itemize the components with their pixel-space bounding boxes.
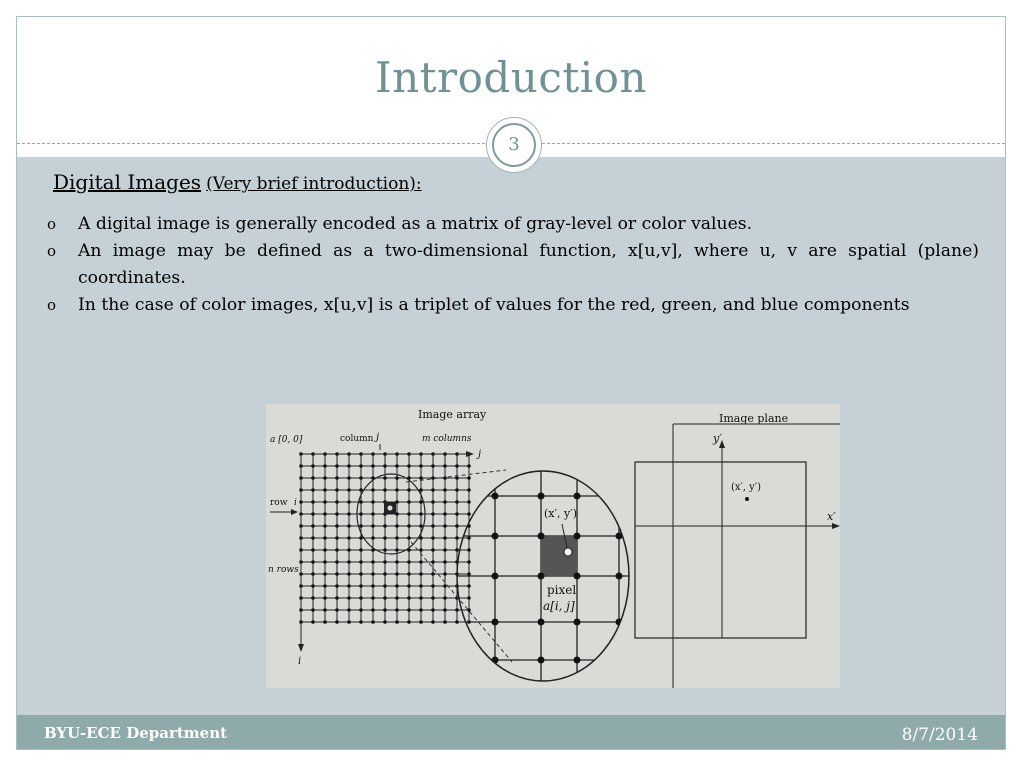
- grid-point: [455, 500, 459, 504]
- grid-point: [335, 572, 339, 576]
- grid-point: [335, 476, 339, 480]
- grid-point: [359, 476, 363, 480]
- grid-point: [371, 596, 375, 600]
- grid-point: [335, 560, 339, 564]
- grid-point: [431, 464, 435, 468]
- grid-point: [311, 512, 315, 516]
- grid-point: [323, 464, 327, 468]
- grid-point: [443, 512, 447, 516]
- grid-point: [359, 488, 363, 492]
- bullet-list: [47, 211, 979, 319]
- grid-point: [419, 584, 423, 588]
- grid-point: [395, 620, 399, 624]
- zoom-grid-point: [492, 533, 499, 540]
- grid-point: [347, 584, 351, 588]
- grid-point: [431, 476, 435, 480]
- grid-point: [467, 464, 471, 468]
- grid-point: [407, 536, 411, 540]
- m-columns-label: m columns: [422, 434, 472, 444]
- pixel-label: pixel: [547, 583, 577, 597]
- grid-point: [383, 464, 387, 468]
- grid-point: [371, 464, 375, 468]
- grid-point: [455, 524, 459, 528]
- grid-point: [407, 512, 411, 516]
- grid-point: [443, 584, 447, 588]
- grid-point: [323, 476, 327, 480]
- grid-point: [323, 512, 327, 516]
- zoom-grid-point: [574, 533, 581, 540]
- grid-point: [383, 572, 387, 576]
- grid-point: [443, 572, 447, 576]
- bullet-text: An image may be defined as a two-dimensional function, x[u,v], where u, v are spatial (plane) coordinates.: [78, 241, 979, 288]
- grid-point: [347, 536, 351, 540]
- bullet-text: A digital image is generally encoded as a matrix of gray-level or color values.: [78, 214, 753, 234]
- subheading: [53, 170, 422, 194]
- grid-point: [383, 548, 387, 552]
- grid-point: [419, 512, 423, 516]
- subheading-main: Digital Images: [53, 170, 202, 194]
- grid-point: [455, 548, 459, 552]
- zoom-grid-point: [492, 619, 499, 626]
- grid-point: [431, 548, 435, 552]
- grid-point: [335, 500, 339, 504]
- grid-point: [395, 476, 399, 480]
- grid-point: [407, 584, 411, 588]
- grid-point: [323, 500, 327, 504]
- grid-point: [311, 500, 315, 504]
- grid-point: [467, 560, 471, 564]
- pixel-index-label: a[i, j]: [543, 599, 575, 613]
- grid-highlight-point: [388, 506, 393, 511]
- grid-point: [311, 572, 315, 576]
- grid-point: [419, 500, 423, 504]
- image-array-figure: [266, 404, 840, 688]
- grid-point: [395, 584, 399, 588]
- pixel-grid-dots: [299, 452, 471, 624]
- grid-point: [323, 560, 327, 564]
- grid-point: [431, 536, 435, 540]
- grid-point: [311, 596, 315, 600]
- grid-point: [359, 464, 363, 468]
- grid-point: [359, 536, 363, 540]
- grid-point: [347, 572, 351, 576]
- n-rows-label: n rows: [268, 565, 299, 575]
- plane-point-label: (x′, y′): [731, 482, 761, 493]
- grid-point: [431, 584, 435, 588]
- grid-point: [431, 560, 435, 564]
- grid-point: [335, 464, 339, 468]
- grid-point: [371, 512, 375, 516]
- grid-point: [347, 488, 351, 492]
- grid-point: [311, 488, 315, 492]
- grid-point: [431, 524, 435, 528]
- grid-point: [407, 464, 411, 468]
- grid-point: [371, 572, 375, 576]
- grid-point: [443, 596, 447, 600]
- grid-point: [323, 536, 327, 540]
- grid-point: [395, 536, 399, 540]
- zoom-grid-point: [574, 573, 581, 580]
- grid-point: [419, 572, 423, 576]
- zoom-grid-point: [616, 573, 623, 580]
- grid-point: [395, 608, 399, 612]
- grid-point: [395, 548, 399, 552]
- grid-point: [323, 548, 327, 552]
- grid-point: [407, 524, 411, 528]
- grid-point: [383, 608, 387, 612]
- zoom-grid-point: [538, 573, 545, 580]
- grid-point: [383, 596, 387, 600]
- grid-point: [443, 536, 447, 540]
- footer-date: 8/7/2014: [901, 725, 978, 745]
- zoom-grid-point: [538, 619, 545, 626]
- grid-point: [347, 620, 351, 624]
- grid-point: [323, 584, 327, 588]
- grid-point: [335, 584, 339, 588]
- page-number: 3: [492, 123, 536, 167]
- grid-point: [407, 608, 411, 612]
- grid-point: [311, 464, 315, 468]
- grid-point: [455, 488, 459, 492]
- grid-point: [467, 548, 471, 552]
- grid-point: [323, 620, 327, 624]
- grid-point: [419, 524, 423, 528]
- grid-point: [371, 524, 375, 528]
- grid-point: [311, 620, 315, 624]
- bullet-marker-icon: o: [47, 296, 57, 314]
- grid-point: [383, 560, 387, 564]
- bullet-item: [47, 292, 979, 319]
- grid-point: [419, 488, 423, 492]
- grid-point: [311, 608, 315, 612]
- zoom-grid-point: [492, 573, 499, 580]
- grid-point: [383, 476, 387, 480]
- grid-point: [443, 476, 447, 480]
- footer-department: BYU-ECE Department: [44, 724, 228, 742]
- subheading-aside: (Very brief introduction):: [206, 174, 422, 194]
- grid-point: [359, 500, 363, 504]
- bullet-item: [47, 211, 979, 238]
- grid-point: [407, 500, 411, 504]
- column-label: column: [340, 434, 374, 444]
- grid-point: [467, 584, 471, 588]
- image-plane-label: Image plane: [719, 412, 789, 425]
- grid-point: [371, 488, 375, 492]
- grid-point: [335, 620, 339, 624]
- grid-point: [323, 608, 327, 612]
- zoom-grid-point: [538, 493, 545, 500]
- grid-point: [467, 572, 471, 576]
- grid-point: [443, 560, 447, 564]
- grid-point: [347, 464, 351, 468]
- grid-point: [407, 560, 411, 564]
- column-index-label: j: [376, 432, 380, 443]
- grid-point: [359, 548, 363, 552]
- row-index-label: i: [294, 498, 297, 508]
- zoom-grid-point: [574, 619, 581, 626]
- grid-point: [467, 476, 471, 480]
- image-array-diagram: [266, 404, 840, 688]
- grid-point: [383, 524, 387, 528]
- grid-point: [359, 608, 363, 612]
- grid-point: [419, 608, 423, 612]
- grid-point: [407, 620, 411, 624]
- grid-point: [407, 572, 411, 576]
- grid-point: [455, 608, 459, 612]
- grid-point: [371, 536, 375, 540]
- grid-point: [443, 524, 447, 528]
- i-axis-label: i: [298, 656, 302, 667]
- bullet-marker-icon: o: [47, 215, 57, 233]
- grid-point: [323, 524, 327, 528]
- grid-point: [455, 536, 459, 540]
- grid-point: [359, 524, 363, 528]
- grid-point: [443, 464, 447, 468]
- grid-point: [467, 488, 471, 492]
- grid-point: [347, 512, 351, 516]
- grid-point: [467, 536, 471, 540]
- grid-point: [311, 536, 315, 540]
- grid-point: [455, 476, 459, 480]
- image-array-label: Image array: [418, 408, 487, 421]
- grid-point: [347, 500, 351, 504]
- grid-point: [455, 620, 459, 624]
- slide-title: Introduction: [375, 53, 647, 102]
- grid-point: [335, 524, 339, 528]
- grid-point: [383, 584, 387, 588]
- grid-point: [347, 548, 351, 552]
- grid-point: [419, 596, 423, 600]
- grid-point: [431, 608, 435, 612]
- page-number-badge: [486, 117, 542, 173]
- j-axis-label: j: [478, 449, 482, 460]
- plane-point: [745, 497, 749, 501]
- grid-point: [431, 572, 435, 576]
- grid-point: [419, 536, 423, 540]
- y-axis-label: y′: [713, 432, 722, 445]
- grid-point: [395, 524, 399, 528]
- grid-point: [419, 548, 423, 552]
- grid-point: [443, 488, 447, 492]
- grid-point: [311, 560, 315, 564]
- zoom-grid-point: [538, 657, 545, 664]
- grid-point: [455, 512, 459, 516]
- grid-point: [359, 596, 363, 600]
- grid-point: [443, 608, 447, 612]
- grid-point: [359, 560, 363, 564]
- grid-point: [407, 488, 411, 492]
- grid-point: [323, 596, 327, 600]
- grid-point: [323, 488, 327, 492]
- grid-point: [431, 596, 435, 600]
- origin-label: a [0, 0]: [270, 435, 303, 445]
- grid-point: [455, 464, 459, 468]
- grid-point: [311, 476, 315, 480]
- grid-point: [383, 488, 387, 492]
- grid-point: [395, 560, 399, 564]
- grid-point: [347, 524, 351, 528]
- grid-point: [467, 596, 471, 600]
- bullet-marker-icon: o: [47, 242, 57, 260]
- grid-point: [431, 488, 435, 492]
- grid-point: [419, 464, 423, 468]
- x-axis-label: x′: [827, 510, 836, 523]
- zoom-pixel: [541, 536, 577, 576]
- grid-point: [383, 536, 387, 540]
- grid-point: [443, 548, 447, 552]
- grid-point: [431, 512, 435, 516]
- grid-point: [359, 572, 363, 576]
- zoom-point: [564, 548, 572, 556]
- bullet-text: In the case of color images, x[u,v] is a triplet of values for the red, green, and blue components: [78, 295, 910, 315]
- grid-point: [347, 476, 351, 480]
- grid-point: [371, 608, 375, 612]
- grid-point: [395, 572, 399, 576]
- grid-point: [311, 524, 315, 528]
- grid-point: [467, 500, 471, 504]
- grid-point: [371, 584, 375, 588]
- grid-point: [359, 620, 363, 624]
- grid-point: [407, 596, 411, 600]
- zoom-point-label: (x′, y′): [544, 507, 577, 520]
- grid-point: [467, 512, 471, 516]
- grid-point: [359, 584, 363, 588]
- grid-point: [371, 560, 375, 564]
- zoom-grid-point: [538, 533, 545, 540]
- grid-point: [335, 488, 339, 492]
- grid-point: [335, 548, 339, 552]
- grid-point: [347, 596, 351, 600]
- grid-point: [311, 584, 315, 588]
- grid-point: [371, 500, 375, 504]
- zoom-grid-point: [492, 493, 499, 500]
- grid-point: [395, 488, 399, 492]
- grid-point: [419, 620, 423, 624]
- grid-point: [335, 608, 339, 612]
- grid-point: [347, 560, 351, 564]
- grid-point: [359, 512, 363, 516]
- grid-point: [443, 620, 447, 624]
- zoom-grid-point: [574, 493, 581, 500]
- grid-point: [443, 500, 447, 504]
- grid-point: [395, 464, 399, 468]
- grid-point: [311, 548, 315, 552]
- grid-point: [335, 536, 339, 540]
- grid-point: [431, 500, 435, 504]
- grid-point: [419, 560, 423, 564]
- grid-point: [419, 476, 423, 480]
- grid-point: [335, 596, 339, 600]
- bullet-item: [47, 238, 979, 292]
- row-label: row: [270, 498, 288, 508]
- grid-point: [431, 620, 435, 624]
- grid-point: [371, 620, 375, 624]
- grid-point: [347, 608, 351, 612]
- zoom-grid-point: [574, 657, 581, 664]
- grid-point: [323, 572, 327, 576]
- grid-point: [395, 596, 399, 600]
- grid-point: [383, 620, 387, 624]
- grid-point: [335, 512, 339, 516]
